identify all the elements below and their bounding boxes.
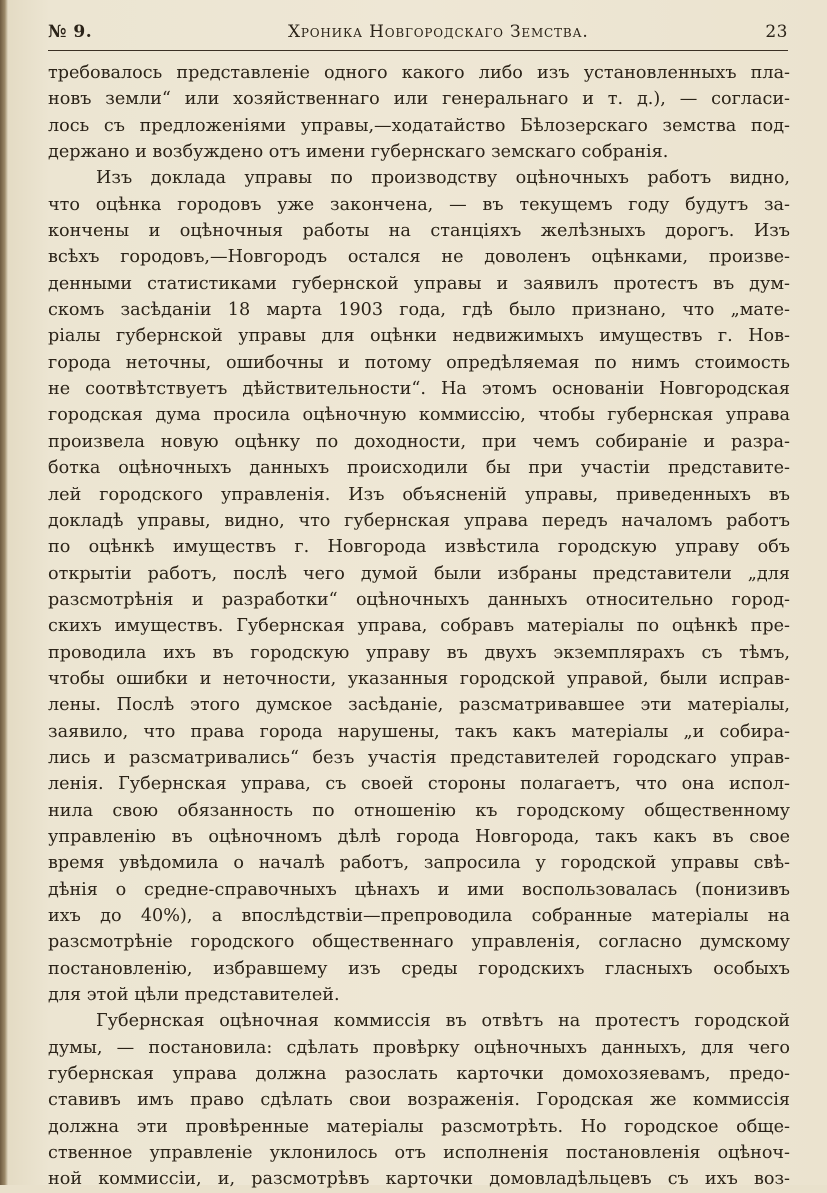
- text-line: скихъ имуществъ. Губернская управа, собравъ матеріалы по оцѣнкѣ пре-: [48, 616, 790, 637]
- issue-number: № 9.: [48, 22, 93, 42]
- text-line: должна эти провѣренные матеріалы разсмотрѣть. Но городское обще-: [48, 1116, 790, 1137]
- text-line: что оцѣнка городовъ уже закончена, — въ текущемъ году будутъ за-: [48, 194, 790, 215]
- text-line: нила свою обязанность по отношенію къ городскому общественному: [48, 800, 790, 821]
- article-body: [48, 60, 790, 1193]
- page-number: 23: [765, 22, 788, 42]
- text-line: время увѣдомила о началѣ работъ, запросила у городской управы свѣ-: [48, 853, 790, 874]
- text-line: разсмотрѣнія и разработки“ оцѣночныхъ данныхъ относительно город-: [48, 589, 790, 610]
- text-line: лось съ предложеніями управы,—ходатайство Бѣлозерскаго земства под-: [48, 115, 790, 136]
- text-line: чтобы ошибки и неточности, указанныя городской управой, были исправ-: [48, 668, 790, 689]
- text-line: ставивъ имъ право сдѣлать свои возраженія. Городская же коммиссія: [48, 1090, 790, 1111]
- text-line: денными статистиками губернской управы и заявилъ протестъ въ дум-: [48, 273, 790, 294]
- text-line: лись и разсматривались“ безъ участія представителей городскаго управ-: [48, 747, 790, 768]
- text-line: держано и возбуждено отъ имени губернскаго земскаго собранія.: [48, 142, 669, 163]
- text-line: ихъ до 40%), а впослѣдствіи—препроводила собранные матеріалы на: [48, 906, 790, 926]
- text-line: проводила ихъ въ городскую управу въ двухъ экземплярахъ съ тѣмъ,: [48, 642, 790, 663]
- text-line: ленія. Губернская управа, съ своей стороны полагаетъ, что она испол-: [48, 774, 790, 795]
- text-line: губернская управа должна разослать карточки домохозяевамъ, предо-: [48, 1064, 790, 1085]
- text-line: управленію въ оцѣночномъ дѣлѣ города Новгорода, такъ какъ въ свое: [48, 826, 790, 847]
- text-line: открытіи работъ, послѣ чего думой были избраны представители „для: [48, 563, 790, 584]
- text-line: скомъ засѣданіи 18 марта 1903 года, гдѣ было признано, что „мате-: [48, 300, 790, 321]
- header-rule: [48, 50, 788, 51]
- text-line: всѣхъ городовъ,—Новгородъ остался не доволенъ оцѣнками, произве-: [48, 247, 790, 268]
- text-line: ріалы губернской управы для оцѣнки недвижимыхъ имуществъ г. Нов-: [48, 326, 790, 347]
- text-line: разсмотрѣніе городского общественнаго управленія, согласно думскому: [48, 932, 790, 953]
- text-line: новъ земли“ или хозяйственнаго или генеральнаго и т. д.), — согласи-: [48, 89, 790, 110]
- text-line: произвела новую оцѣнку по доходности, при чемъ собираніе и разра-: [48, 431, 790, 452]
- text-line: по оцѣнкѣ имуществъ г. Новгорода извѣстила городскую управу объ: [48, 537, 790, 558]
- text-line: дѣнія о средне-справочныхъ цѣнахъ и ими воспользовалась (понизивъ: [48, 879, 790, 900]
- text-line: думы, — постановила: сдѣлать провѣрку оцѣночныхъ данныхъ, для чего: [48, 1037, 790, 1058]
- text-line: докладѣ управы, видно, что губернская управа передъ началомъ работъ: [48, 510, 790, 531]
- text-line: лены. Послѣ этого думское засѣданіе, разсматривавшее эти матеріалы,: [48, 695, 790, 716]
- text-line: для этой цѣли представителей.: [48, 985, 340, 1006]
- text-line: города неточны, ошибочны и потому опредѣляемая по нимъ стоимость: [48, 352, 790, 373]
- text-line: требовалось представленіе одного какого либо изъ установленныхъ пла-: [48, 63, 790, 83]
- text-line: не соотвѣтствуетъ дѣйствительности“. На этомъ основаніи Новгородская: [48, 379, 790, 400]
- text-line: постановленію, избравшему изъ среды городскихъ гласныхъ особыхъ: [48, 958, 790, 979]
- text-line: Губернская оцѣночная коммиссія въ отвѣтъ на протестъ городской: [96, 1011, 790, 1032]
- text-line: заявило, что права города нарушены, такъ какъ матеріалы „и собира-: [48, 721, 790, 742]
- text-line: Изъ доклада управы по производству оцѣночныхъ работъ видно,: [96, 168, 790, 189]
- text-line: лей городского управленія. Изъ объясненій управы, приведенныхъ въ: [48, 484, 790, 505]
- text-line: ной коммиссіи, и, разсмотрѣвъ карточки домовладѣльцевъ съ ихъ воз-: [48, 1169, 790, 1190]
- text-line: городская дума просила оцѣночную коммиссію, чтобы губернская управа: [48, 405, 790, 426]
- text-line: ботка оцѣночныхъ данныхъ происходили бы при участіи представите-: [48, 458, 790, 479]
- text-line: кончены и оцѣночныя работы на станціяхъ желѣзныхъ дорогъ. Изъ: [48, 221, 790, 242]
- page-binding-edge: [0, 0, 8, 1185]
- journal-title: Хроника Новгородскаго Земства.: [288, 22, 589, 42]
- running-header: [48, 22, 788, 46]
- text-line: ственное управленіе уклонилось отъ исполненія постановленія оцѣноч-: [48, 1143, 790, 1164]
